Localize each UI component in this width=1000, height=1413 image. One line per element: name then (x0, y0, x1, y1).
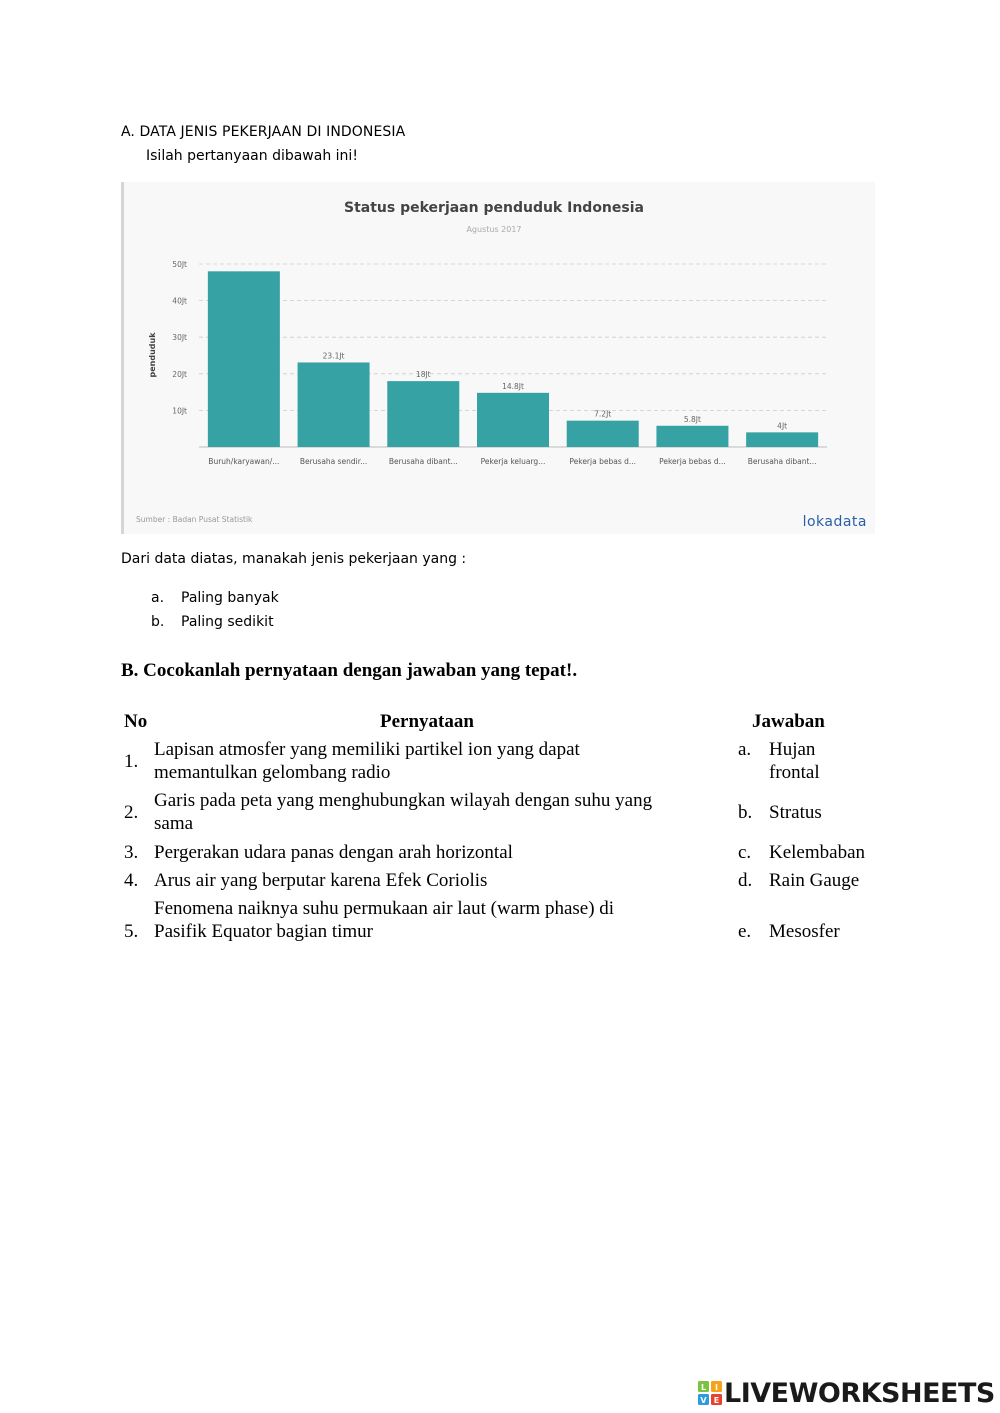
row-4-statement: Arus air yang berputar karena Efek Coriolis (154, 870, 488, 891)
chart-title: Status pekerjaan penduduk Indonesia (344, 200, 644, 216)
option-b-text: Paling sedikit (181, 614, 274, 630)
question-text: Dari data diatas, manakah jenis pekerjaan yang : (121, 551, 467, 567)
x-category-label: Pekerja bebas d... (569, 457, 637, 466)
answer-a-line1: Hujan (769, 739, 816, 760)
header-answer: Jawaban (752, 711, 825, 732)
chart-subtitle: Agustus 2017 (466, 225, 522, 234)
answer-a-line2: frontal (769, 762, 820, 783)
x-category-label: Berusaha sendir... (299, 457, 368, 466)
row-4-no: 4. (124, 870, 139, 891)
bar (298, 362, 370, 447)
section-a-title: A. DATA JENIS PEKERJAAN DI INDONESIA (121, 124, 406, 140)
row-2-statement-line2: sama (154, 813, 194, 834)
section-a-subtitle: Isilah pertanyaan dibawah ini! (146, 148, 358, 164)
chart-panel (121, 182, 875, 534)
x-category-label: Pekerja keluarg... (480, 457, 546, 466)
bar (567, 421, 639, 447)
x-category-label: Berusaha dibant... (747, 457, 817, 466)
row-2-no: 2. (124, 802, 139, 823)
y-axis-label: penduduk (148, 332, 157, 378)
option-a-text: Paling banyak (181, 590, 279, 606)
x-category-label: Pekerja bebas d... (659, 457, 726, 466)
bar-chart (124, 182, 875, 534)
bar (387, 381, 459, 447)
bar-value-label: 7.2Jt (594, 409, 612, 419)
answer-e-letter: e. (738, 921, 752, 942)
row-1-statement-line2: memantulkan gelombang radio (154, 762, 391, 783)
chart-source: Sumber : Badan Pusat Statistik (136, 515, 253, 524)
bar (477, 393, 549, 447)
bar (208, 271, 280, 447)
svg-text:I: I (715, 1383, 718, 1392)
bar-value-label: 14.8Jt (502, 381, 524, 391)
section-b-title: B. Cocokanlah pernyataan dengan jawaban yang tepat!. (121, 660, 578, 681)
header-statement: Pernyataan (380, 711, 474, 732)
bar-value-label: 18Jt (415, 370, 431, 380)
answer-d-text: Rain Gauge (769, 870, 860, 891)
row-2-statement-line1: Garis pada peta yang menghubungkan wilayah dengan suhu yang (154, 790, 653, 811)
option-b-letter: b. (151, 614, 165, 630)
answer-b-letter: b. (738, 802, 753, 823)
svg-text:L: L (700, 1383, 707, 1392)
row-1-no: 1. (124, 751, 139, 772)
bar (656, 426, 728, 447)
bar-value-label: 5.8Jt (683, 414, 701, 424)
bar (746, 432, 818, 447)
y-tick-label: 40Jt (172, 296, 187, 306)
bar-value-label: 23.1Jt (322, 351, 345, 361)
row-3-no: 3. (124, 842, 139, 863)
y-tick-label: 30Jt (172, 333, 187, 343)
row-5-statement-line1: Fenomena naiknya suhu permukaan air laut (warm phase) di (154, 898, 615, 919)
answer-a-letter: a. (738, 739, 752, 760)
liveworksheets-logo (698, 1378, 995, 1408)
answer-d-letter: d. (738, 870, 753, 891)
liveworksheets-icon (698, 1381, 722, 1405)
svg-text:V: V (700, 1396, 707, 1405)
header-no: No (124, 711, 148, 732)
answer-c-text: Kelembaban (769, 842, 866, 863)
row-5-statement-line2: Pasifik Equator bagian timur (154, 921, 373, 942)
option-a-letter: a. (151, 590, 165, 606)
y-tick-label: 20Jt (172, 369, 187, 379)
y-tick-label: 10Jt (172, 406, 187, 416)
y-tick-label: 50Jt (172, 260, 187, 269)
svg-text:E: E (713, 1396, 720, 1405)
lokadata-logo: lokadata (802, 514, 867, 530)
row-5-no: 5. (124, 921, 139, 942)
answer-c-letter: c. (738, 842, 752, 863)
x-category-label: Berusaha dibant... (388, 457, 458, 466)
row-3-statement: Pergerakan udara panas dengan arah horizontal (154, 842, 513, 863)
x-category-label: Buruh/karyawan/... (208, 457, 280, 466)
answer-e-text: Mesosfer (769, 921, 840, 942)
bar-value-label: 4Jt (777, 421, 788, 431)
liveworksheets-wordmark: LIVEWORKSHEETS (724, 1377, 995, 1409)
answer-b-text: Stratus (769, 802, 822, 823)
row-1-statement-line1: Lapisan atmosfer yang memiliki partikel ion yang dapat (154, 739, 580, 760)
